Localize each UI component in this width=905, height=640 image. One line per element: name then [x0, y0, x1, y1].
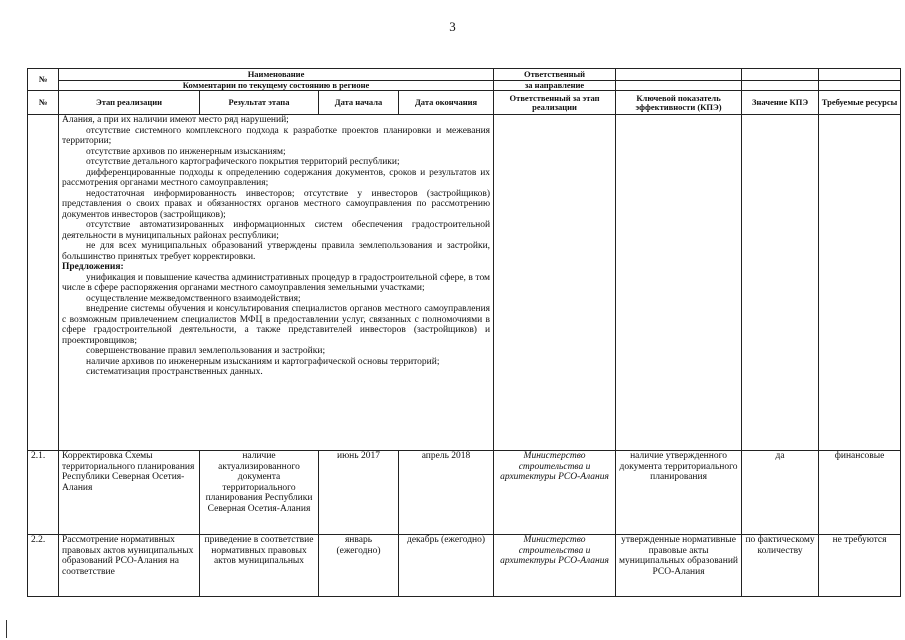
header-comments-cell: Комментарии по текущему состоянию в регионе: [59, 81, 494, 91]
table-row: [28, 451, 901, 535]
proposal-paragraph: наличие архивов по инженерным изысканиям и картографической основы территорий;: [86, 356, 440, 367]
comments-value-cell: [742, 115, 819, 451]
header-num-cell: №: [28, 69, 59, 91]
action-plan-table: [27, 68, 901, 597]
header-kpi: Ключевой показатель эффективности (КПЭ): [616, 91, 742, 115]
scan-margin-mark: [6, 620, 7, 638]
row-kpi: утвержденные нормативные правовые акты муниципальных образований РСО-Алания: [616, 535, 742, 597]
comment-paragraph: Алания, а при их наличии имеют место ряд нарушений;: [62, 115, 289, 125]
proposal-paragraph: осуществление межведомственного взаимодействия;: [86, 293, 301, 304]
row-resources: не требуются: [819, 535, 901, 597]
row-result: наличие актуализированного документа территориального планирования Республики Северная Осетия-Алания: [200, 451, 319, 535]
proposal-paragraph: систематизация пространственных данных.: [86, 367, 263, 377]
header-kpi-value: Значение КПЭ: [742, 91, 819, 115]
row-responsible: Министерство строительства и архитектуры РСО-Алания: [494, 451, 616, 535]
row-result: приведение в соответствие нормативных правовых актов муниципальных: [200, 535, 319, 597]
header-responsible-direction: за направление: [494, 81, 616, 91]
header-result: Результат этапа: [200, 91, 319, 115]
comments-row: [28, 115, 901, 451]
comment-paragraph: отсутствие системного комплексного подхода к разработке проектов планировки и межевания территории;: [62, 125, 491, 146]
row-start-date: январь (ежегодно): [319, 535, 399, 597]
proposal-paragraph: совершенствование правил землепользования и застройки;: [86, 346, 326, 356]
comment-paragraph: недостаточная информированность инвесторов; отсутствие у инвесторов (застройщиков) представления о своих правах и обязанностях органов местного самоуправления по рассмотрению документов инвесторов (застройщиков);: [62, 188, 491, 220]
comment-paragraph: отсутствие детального картографического покрытия территорий республики;: [86, 157, 400, 167]
header-empty-value: [742, 69, 819, 81]
header-resources: Требуемые ресурсы: [819, 91, 901, 115]
header-row-2: [28, 81, 901, 91]
comment-paragraph: дифференцированные подходы к определению содержания документов, сроков и результатов их рассмотрения органами местного самоуправления;: [62, 167, 491, 188]
header-responsible-cell: Ответственный: [494, 69, 616, 81]
comments-cell: [59, 115, 494, 451]
comment-paragraph: не для всех муниципальных образований утверждены правила землепользования и застройки, большинство принятых требует корректировки.: [62, 241, 491, 262]
row-end-date: декабрь (ежегодно): [399, 535, 494, 597]
row-end-date: апрель 2018: [399, 451, 494, 535]
header-empty-resources: [819, 69, 901, 81]
row-number: 2.2.: [28, 535, 59, 597]
header-num-cell-2: №: [28, 91, 59, 115]
comments-num-cell: [28, 115, 59, 451]
comment-paragraph: отсутствие автоматизированных информационных систем обеспечения градостроительной деятельности в муниципальных районах республики;: [62, 220, 491, 241]
header-start-date: Дата начала: [319, 91, 399, 115]
row-responsible: Министерство строительства и архитектуры РСО-Алания: [494, 535, 616, 597]
proposal-paragraph: внедрение системы обучения и консультирования специалистов органов местного самоуправления с возможным привлечением специалистов МФЦ в предоставлении услуг, связанных с полномочиями в сфере градостроительной деятельности, а также представителей инвесторов (застройщиков) и проектировщиков;: [62, 304, 491, 346]
header-empty-kpi: [616, 69, 742, 81]
header-empty-resources-2: [819, 81, 901, 91]
row-kpi-value: да: [742, 451, 819, 535]
comments-kpi-cell: [616, 115, 742, 451]
row-stage: Рассмотрение нормативных правовых актов муниципальных образований РСО-Алания на соответствие: [59, 535, 200, 597]
comments-responsible-cell: [494, 115, 616, 451]
comments-resources-cell: [819, 115, 901, 451]
row-kpi: наличие утвержденного документа территориального планирования: [616, 451, 742, 535]
header-name-cell: Наименование: [59, 69, 494, 81]
row-stage: Корректировка Схемы территориального планирования Республики Северная Осетия-Алания: [59, 451, 200, 535]
header-row-3: [28, 91, 901, 115]
proposals-heading: Предложения:: [62, 262, 124, 272]
header-empty-kpi-2: [616, 81, 742, 91]
row-resources: финансовые: [819, 451, 901, 535]
header-empty-value-2: [742, 81, 819, 91]
page-number: 3: [449, 19, 456, 34]
header-end-date: Дата окончания: [399, 91, 494, 115]
proposal-paragraph: унификация и повышение качества административных процедур в градостроительной сфере, в том числе в сфере распоряжения органами местного самоуправления земельными участками;: [62, 272, 491, 293]
row-number: 2.1.: [28, 451, 59, 535]
row-kpi-value: по фактическому количеству: [742, 535, 819, 597]
row-start-date: июнь 2017: [319, 451, 399, 535]
header-stage: Этап реализации: [59, 91, 200, 115]
header-responsible-stage: Ответственный за этап реализации: [494, 91, 616, 115]
header-row-1: [28, 69, 901, 81]
table-row: [28, 535, 901, 597]
comment-paragraph: отсутствие архивов по инженерным изысканиям;: [86, 146, 286, 157]
